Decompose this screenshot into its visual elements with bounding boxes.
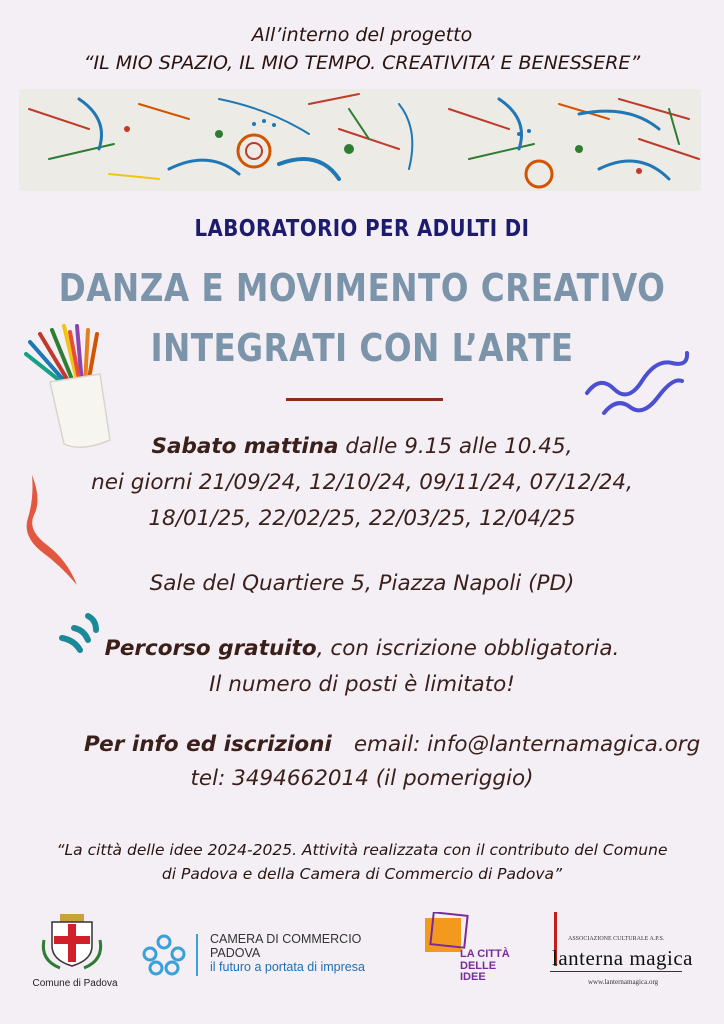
- comune-padova-logo: [30, 912, 120, 992]
- lanterna-name: lanterna magica: [552, 946, 694, 970]
- workshop-subtitle: LABORATORIO PER ADULTI DI: [194, 216, 530, 242]
- schedule-line-1: [0, 428, 724, 466]
- enrollment-limited: Il numero di posti è limitato!: [209, 672, 515, 697]
- enrollment-required: , con iscrizione obbligatoria.: [316, 636, 620, 661]
- camera-name-line-1: CAMERA DI COMMERCIO: [210, 932, 362, 946]
- enrollment-free: Percorso gratuito: [104, 636, 317, 661]
- project-intro-line: All’interno del progetto: [251, 24, 473, 46]
- title-divider: [286, 398, 443, 401]
- camera-commercio-logo: [140, 930, 410, 980]
- comune-logo-label: Comune di Padova: [32, 978, 118, 989]
- schedule-dates-line-1: nei giorni 21/09/24, 12/10/24, 09/11/24, 07/12/24,: [91, 470, 633, 495]
- enrollment-line-1: [0, 630, 724, 668]
- contact-tel[interactable]: tel: 3494662014 (il pomeriggio): [190, 766, 534, 791]
- funding-note-line-1: “La città delle idee 2024-2025. Attività realizzata con il contributo del Comune: [56, 841, 668, 859]
- citta-logo-text: [460, 949, 510, 984]
- wave-lines-icon: [582, 345, 692, 420]
- schedule-day: Sabato mattina: [151, 434, 339, 459]
- camera-divider: [196, 934, 198, 976]
- lanterna-small-text: ASSOCIAZIONE CULTURALE A.P.S.: [568, 936, 665, 942]
- schedule-dates-line-2: 18/01/25, 22/02/25, 22/03/25, 12/04/25: [148, 506, 576, 531]
- main-title-line-1: DANZA E MOVIMENTO CREATIVO: [58, 266, 666, 310]
- funding-note-line-2: di Padova e della Camera di Commercio di Padova”: [161, 865, 563, 883]
- main-title-line-2: INTEGRATI CON L’ARTE: [150, 326, 574, 370]
- lanterna-magica-logo: [548, 912, 694, 992]
- citta-line-3: IDEE: [460, 971, 486, 983]
- schedule-time: dalle 9.15 alle 10.45,: [338, 434, 573, 459]
- camera-emblem-icon: [140, 932, 188, 978]
- camera-logo-text: [210, 932, 365, 974]
- citta-line-1: LA CITTÀ: [460, 948, 510, 960]
- contact-label: Per info ed iscrizioni: [84, 732, 332, 757]
- citta-line-2: DELLE: [460, 959, 497, 972]
- camera-tagline: il futuro a portata di impresa: [210, 960, 365, 974]
- citta-delle-idee-logo: [420, 912, 520, 992]
- project-name: “IL MIO SPAZIO, IL MIO TEMPO. CREATIVITA’ E BENESSERE”: [83, 52, 641, 74]
- painted-banner-image: [19, 89, 701, 191]
- contact-line-1: [84, 726, 700, 764]
- contact-email[interactable]: email: info@lanternamagica.org: [353, 732, 701, 757]
- lanterna-url: www.lanternamagica.org: [588, 978, 659, 986]
- lanterna-underline: [550, 971, 682, 972]
- location: Sale del Quartiere 5, Piazza Napoli (PD): [149, 571, 575, 596]
- camera-name-line-2: PADOVA: [210, 946, 261, 960]
- comune-crest-icon: [30, 912, 120, 972]
